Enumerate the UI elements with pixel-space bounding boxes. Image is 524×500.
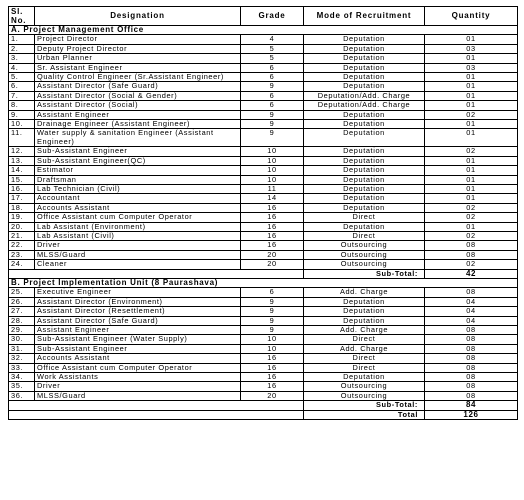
row-designation: Lab Assistant (Civil) bbox=[35, 231, 241, 240]
section-b-subtotal-label: Sub-Total: bbox=[304, 401, 425, 410]
row-mode: Deputation bbox=[304, 194, 425, 203]
row-mode: Add. Charge bbox=[304, 344, 425, 353]
row-mode: Deputation bbox=[304, 63, 425, 72]
table-row bbox=[9, 222, 518, 231]
row-grade: 16 bbox=[241, 222, 304, 231]
row-quantity: 04 bbox=[425, 297, 518, 306]
row-grade: 20 bbox=[241, 391, 304, 400]
row-sl: 32. bbox=[9, 354, 35, 363]
row-quantity: 08 bbox=[425, 391, 518, 400]
row-grade: 11 bbox=[241, 184, 304, 193]
row-quantity: 01 bbox=[425, 35, 518, 44]
header-grade: Grade bbox=[241, 7, 304, 26]
row-grade: 9 bbox=[241, 326, 304, 335]
row-mode: Add. Charge bbox=[304, 288, 425, 297]
grand-total-value: 126 bbox=[425, 410, 518, 419]
row-designation: Estimator bbox=[35, 166, 241, 175]
row-sl: 4. bbox=[9, 63, 35, 72]
row-quantity: 02 bbox=[425, 231, 518, 240]
row-mode: Deputation bbox=[304, 373, 425, 382]
row-quantity: 03 bbox=[425, 63, 518, 72]
table-row bbox=[9, 213, 518, 222]
row-sl: 10. bbox=[9, 120, 35, 129]
row-designation: Assistant Director (Environment) bbox=[35, 297, 241, 306]
row-quantity: 08 bbox=[425, 326, 518, 335]
header-sl: Sl. No. bbox=[9, 7, 35, 26]
row-sl: 21. bbox=[9, 231, 35, 240]
row-quantity: 08 bbox=[425, 363, 518, 372]
empty-cell bbox=[35, 410, 241, 419]
row-quantity: 08 bbox=[425, 241, 518, 250]
row-grade: 16 bbox=[241, 241, 304, 250]
row-designation: Sub-Assistant Engineer bbox=[35, 344, 241, 353]
row-grade: 16 bbox=[241, 354, 304, 363]
row-sl: 6. bbox=[9, 82, 35, 91]
row-sl: 16. bbox=[9, 184, 35, 193]
row-designation: Draftsman bbox=[35, 175, 241, 184]
section-a-subtotal-value: 42 bbox=[425, 269, 518, 278]
row-quantity: 08 bbox=[425, 382, 518, 391]
row-quantity: 02 bbox=[425, 260, 518, 269]
empty-cell bbox=[241, 269, 304, 278]
table-row bbox=[9, 250, 518, 259]
row-sl: 26. bbox=[9, 297, 35, 306]
row-grade: 20 bbox=[241, 250, 304, 259]
row-quantity: 02 bbox=[425, 203, 518, 212]
row-designation: Assistant Director (Safe Guard) bbox=[35, 316, 241, 325]
row-mode: Deputation bbox=[304, 147, 425, 156]
row-designation: Sub-Assistant Engineer(QC) bbox=[35, 156, 241, 165]
table-row bbox=[9, 326, 518, 335]
row-sl: 18. bbox=[9, 203, 35, 212]
row-grade: 10 bbox=[241, 344, 304, 353]
header-designation: Designation bbox=[35, 7, 241, 26]
table-row bbox=[9, 382, 518, 391]
row-grade: 16 bbox=[241, 363, 304, 372]
row-designation: MLSS/Guard bbox=[35, 250, 241, 259]
row-designation: Lab Technician (Civil) bbox=[35, 184, 241, 193]
empty-cell bbox=[35, 269, 241, 278]
row-sl: 8. bbox=[9, 101, 35, 110]
row-quantity: 02 bbox=[425, 110, 518, 119]
row-sl: 9. bbox=[9, 110, 35, 119]
row-mode: Deputation bbox=[304, 35, 425, 44]
row-mode: Outsourcing bbox=[304, 250, 425, 259]
grand-total bbox=[9, 410, 518, 419]
row-sl: 31. bbox=[9, 344, 35, 353]
row-grade: 6 bbox=[241, 91, 304, 100]
row-mode: Outsourcing bbox=[304, 260, 425, 269]
table-row bbox=[9, 101, 518, 110]
row-mode: Direct bbox=[304, 335, 425, 344]
row-grade: 6 bbox=[241, 288, 304, 297]
row-sl: 33. bbox=[9, 363, 35, 372]
row-designation: Drainage Engineer (Assistant Engineer) bbox=[35, 120, 241, 129]
row-sl: 27. bbox=[9, 307, 35, 316]
row-mode: Deputation bbox=[304, 110, 425, 119]
row-quantity: 04 bbox=[425, 316, 518, 325]
row-designation: Urban Planner bbox=[35, 54, 241, 63]
row-sl: 14. bbox=[9, 166, 35, 175]
table-row bbox=[9, 194, 518, 203]
row-sl: 3. bbox=[9, 54, 35, 63]
row-grade: 5 bbox=[241, 44, 304, 53]
header-row bbox=[9, 7, 518, 26]
empty-cell bbox=[241, 410, 304, 419]
row-quantity: 01 bbox=[425, 73, 518, 82]
row-quantity: 01 bbox=[425, 82, 518, 91]
section-a-subtotal-label: Sub-Total: bbox=[304, 269, 425, 278]
row-sl: 24. bbox=[9, 260, 35, 269]
row-quantity: 01 bbox=[425, 175, 518, 184]
row-designation: Water supply & sanitation Engineer (Assistant Engineer) bbox=[35, 129, 241, 147]
row-grade: 9 bbox=[241, 297, 304, 306]
row-sl: 1. bbox=[9, 35, 35, 44]
row-grade: 10 bbox=[241, 166, 304, 175]
row-quantity: 02 bbox=[425, 213, 518, 222]
row-grade: 10 bbox=[241, 175, 304, 184]
empty-cell bbox=[35, 401, 241, 410]
table-row bbox=[9, 316, 518, 325]
table-row bbox=[9, 63, 518, 72]
row-sl: 28. bbox=[9, 316, 35, 325]
grand-total-label: Total bbox=[304, 410, 425, 419]
row-sl: 11. bbox=[9, 129, 35, 147]
row-mode: Deputation bbox=[304, 222, 425, 231]
row-grade: 10 bbox=[241, 147, 304, 156]
row-sl: 22. bbox=[9, 241, 35, 250]
row-sl: 20. bbox=[9, 222, 35, 231]
row-quantity: 01 bbox=[425, 120, 518, 129]
row-designation: Assistant Director (Resettlement) bbox=[35, 307, 241, 316]
table-row bbox=[9, 203, 518, 212]
row-sl: 12. bbox=[9, 147, 35, 156]
table-row bbox=[9, 175, 518, 184]
row-designation: Project Director bbox=[35, 35, 241, 44]
table-row bbox=[9, 35, 518, 44]
row-sl: 2. bbox=[9, 44, 35, 53]
row-mode: Outsourcing bbox=[304, 391, 425, 400]
row-designation: Accountant bbox=[35, 194, 241, 203]
table-row bbox=[9, 156, 518, 165]
table-row bbox=[9, 363, 518, 372]
row-quantity: 08 bbox=[425, 373, 518, 382]
row-mode: Deputation bbox=[304, 184, 425, 193]
row-sl: 5. bbox=[9, 73, 35, 82]
row-designation: Deputy Project Director bbox=[35, 44, 241, 53]
row-mode: Deputation bbox=[304, 73, 425, 82]
row-sl: 35. bbox=[9, 382, 35, 391]
row-grade: 16 bbox=[241, 213, 304, 222]
row-quantity: 08 bbox=[425, 344, 518, 353]
row-mode: Deputation bbox=[304, 307, 425, 316]
row-mode: Deputation bbox=[304, 175, 425, 184]
section-b-subtotal-value: 84 bbox=[425, 401, 518, 410]
table-row bbox=[9, 166, 518, 175]
row-sl: 7. bbox=[9, 91, 35, 100]
row-designation: Assistant Director (Safe Guard) bbox=[35, 82, 241, 91]
table-row bbox=[9, 335, 518, 344]
row-sl: 19. bbox=[9, 213, 35, 222]
row-quantity: 01 bbox=[425, 184, 518, 193]
row-designation: Driver bbox=[35, 241, 241, 250]
row-sl: 29. bbox=[9, 326, 35, 335]
row-grade: 9 bbox=[241, 82, 304, 91]
row-designation: Accounts Assistant bbox=[35, 354, 241, 363]
row-grade: 6 bbox=[241, 73, 304, 82]
row-quantity: 02 bbox=[425, 147, 518, 156]
row-designation: Executive Engineer bbox=[35, 288, 241, 297]
row-sl: 30. bbox=[9, 335, 35, 344]
table-row bbox=[9, 82, 518, 91]
row-sl: 13. bbox=[9, 156, 35, 165]
row-designation: Cleaner bbox=[35, 260, 241, 269]
row-grade: 9 bbox=[241, 129, 304, 147]
table-row bbox=[9, 91, 518, 100]
section-a-title: A. Project Management Office bbox=[9, 26, 518, 35]
row-mode: Deputation bbox=[304, 54, 425, 63]
staffing-document bbox=[8, 6, 517, 420]
row-quantity: 08 bbox=[425, 354, 518, 363]
table-row bbox=[9, 110, 518, 119]
row-sl: 34. bbox=[9, 373, 35, 382]
row-quantity: 01 bbox=[425, 222, 518, 231]
table-row bbox=[9, 241, 518, 250]
row-sl: 15. bbox=[9, 175, 35, 184]
row-designation: Driver bbox=[35, 382, 241, 391]
table-body bbox=[9, 26, 518, 420]
table-row bbox=[9, 391, 518, 400]
section-b-title: B. Project Implementation Unit (8 Paurashava) bbox=[9, 278, 518, 287]
row-quantity: 01 bbox=[425, 54, 518, 63]
row-designation: Quality Control Engineer (Sr.Assistant Engineer) bbox=[35, 73, 241, 82]
table-row bbox=[9, 354, 518, 363]
row-designation: Assistant Director (Social) bbox=[35, 101, 241, 110]
row-quantity: 01 bbox=[425, 166, 518, 175]
row-quantity: 08 bbox=[425, 335, 518, 344]
empty-cell bbox=[9, 410, 35, 419]
row-grade: 16 bbox=[241, 382, 304, 391]
row-sl: 25. bbox=[9, 288, 35, 297]
table-row bbox=[9, 231, 518, 240]
row-quantity: 01 bbox=[425, 194, 518, 203]
row-mode: Direct bbox=[304, 363, 425, 372]
row-mode: Deputation bbox=[304, 166, 425, 175]
table-row bbox=[9, 54, 518, 63]
row-designation: Office Assistant cum Computer Operator bbox=[35, 213, 241, 222]
row-grade: 10 bbox=[241, 335, 304, 344]
table-row bbox=[9, 307, 518, 316]
row-designation: Sub-Assistant Engineer bbox=[35, 147, 241, 156]
row-quantity: 04 bbox=[425, 307, 518, 316]
row-mode: Outsourcing bbox=[304, 382, 425, 391]
row-grade: 5 bbox=[241, 54, 304, 63]
row-quantity: 01 bbox=[425, 101, 518, 110]
row-mode: Direct bbox=[304, 231, 425, 240]
row-mode: Deputation bbox=[304, 297, 425, 306]
row-mode: Deputation/Add. Charge bbox=[304, 101, 425, 110]
table-row bbox=[9, 184, 518, 193]
row-grade: 4 bbox=[241, 35, 304, 44]
table-row bbox=[9, 147, 518, 156]
row-designation: MLSS/Guard bbox=[35, 391, 241, 400]
header-mode: Mode of Recruitment bbox=[304, 7, 425, 26]
table-row bbox=[9, 44, 518, 53]
staffing-table bbox=[8, 6, 518, 420]
row-mode: Deputation bbox=[304, 120, 425, 129]
section-a-subtotal bbox=[9, 269, 518, 278]
row-mode: Deputation bbox=[304, 129, 425, 147]
header-quantity: Quantity bbox=[425, 7, 518, 26]
row-mode: Direct bbox=[304, 354, 425, 363]
row-designation: Lab Assistant (Environment) bbox=[35, 222, 241, 231]
section-b-title-row bbox=[9, 278, 518, 287]
section-a-title-row bbox=[9, 26, 518, 35]
row-quantity: 08 bbox=[425, 250, 518, 259]
row-mode: Direct bbox=[304, 213, 425, 222]
table-row bbox=[9, 288, 518, 297]
table-row bbox=[9, 129, 518, 147]
table-row bbox=[9, 297, 518, 306]
row-mode: Deputation bbox=[304, 203, 425, 212]
row-quantity: 01 bbox=[425, 129, 518, 147]
row-designation: Sr. Assistant Engineer bbox=[35, 63, 241, 72]
row-grade: 14 bbox=[241, 194, 304, 203]
table-row bbox=[9, 120, 518, 129]
row-sl: 36. bbox=[9, 391, 35, 400]
row-quantity: 08 bbox=[425, 288, 518, 297]
row-quantity: 01 bbox=[425, 91, 518, 100]
row-grade: 16 bbox=[241, 203, 304, 212]
row-mode: Deputation bbox=[304, 82, 425, 91]
row-grade: 9 bbox=[241, 316, 304, 325]
row-mode: Deputation bbox=[304, 156, 425, 165]
section-b-subtotal bbox=[9, 401, 518, 410]
row-grade: 20 bbox=[241, 260, 304, 269]
row-designation: Assistant Engineer bbox=[35, 110, 241, 119]
table-row bbox=[9, 373, 518, 382]
row-grade: 9 bbox=[241, 120, 304, 129]
table-row bbox=[9, 73, 518, 82]
row-grade: 6 bbox=[241, 63, 304, 72]
row-mode: Add. Charge bbox=[304, 326, 425, 335]
row-grade: 16 bbox=[241, 231, 304, 240]
empty-cell bbox=[9, 269, 35, 278]
row-grade: 6 bbox=[241, 101, 304, 110]
row-quantity: 01 bbox=[425, 156, 518, 165]
row-designation: Assistant Engineer bbox=[35, 326, 241, 335]
row-designation: Work Assistants bbox=[35, 373, 241, 382]
row-designation: Office Assistant cum Computer Operator bbox=[35, 363, 241, 372]
row-designation: Sub-Assistant Engineer (Water Supply) bbox=[35, 335, 241, 344]
row-quantity: 03 bbox=[425, 44, 518, 53]
row-grade: 9 bbox=[241, 307, 304, 316]
empty-cell bbox=[9, 401, 35, 410]
empty-cell bbox=[241, 401, 304, 410]
row-sl: 23. bbox=[9, 250, 35, 259]
row-mode: Deputation/Add. Charge bbox=[304, 91, 425, 100]
row-sl: 17. bbox=[9, 194, 35, 203]
row-grade: 10 bbox=[241, 156, 304, 165]
row-mode: Deputation bbox=[304, 44, 425, 53]
row-grade: 16 bbox=[241, 373, 304, 382]
row-mode: Deputation bbox=[304, 316, 425, 325]
row-mode: Outsourcing bbox=[304, 241, 425, 250]
table-row bbox=[9, 344, 518, 353]
table-row bbox=[9, 260, 518, 269]
row-grade: 9 bbox=[241, 110, 304, 119]
row-designation: Assistant Director (Social & Gender) bbox=[35, 91, 241, 100]
row-designation: Accounts Assistant bbox=[35, 203, 241, 212]
